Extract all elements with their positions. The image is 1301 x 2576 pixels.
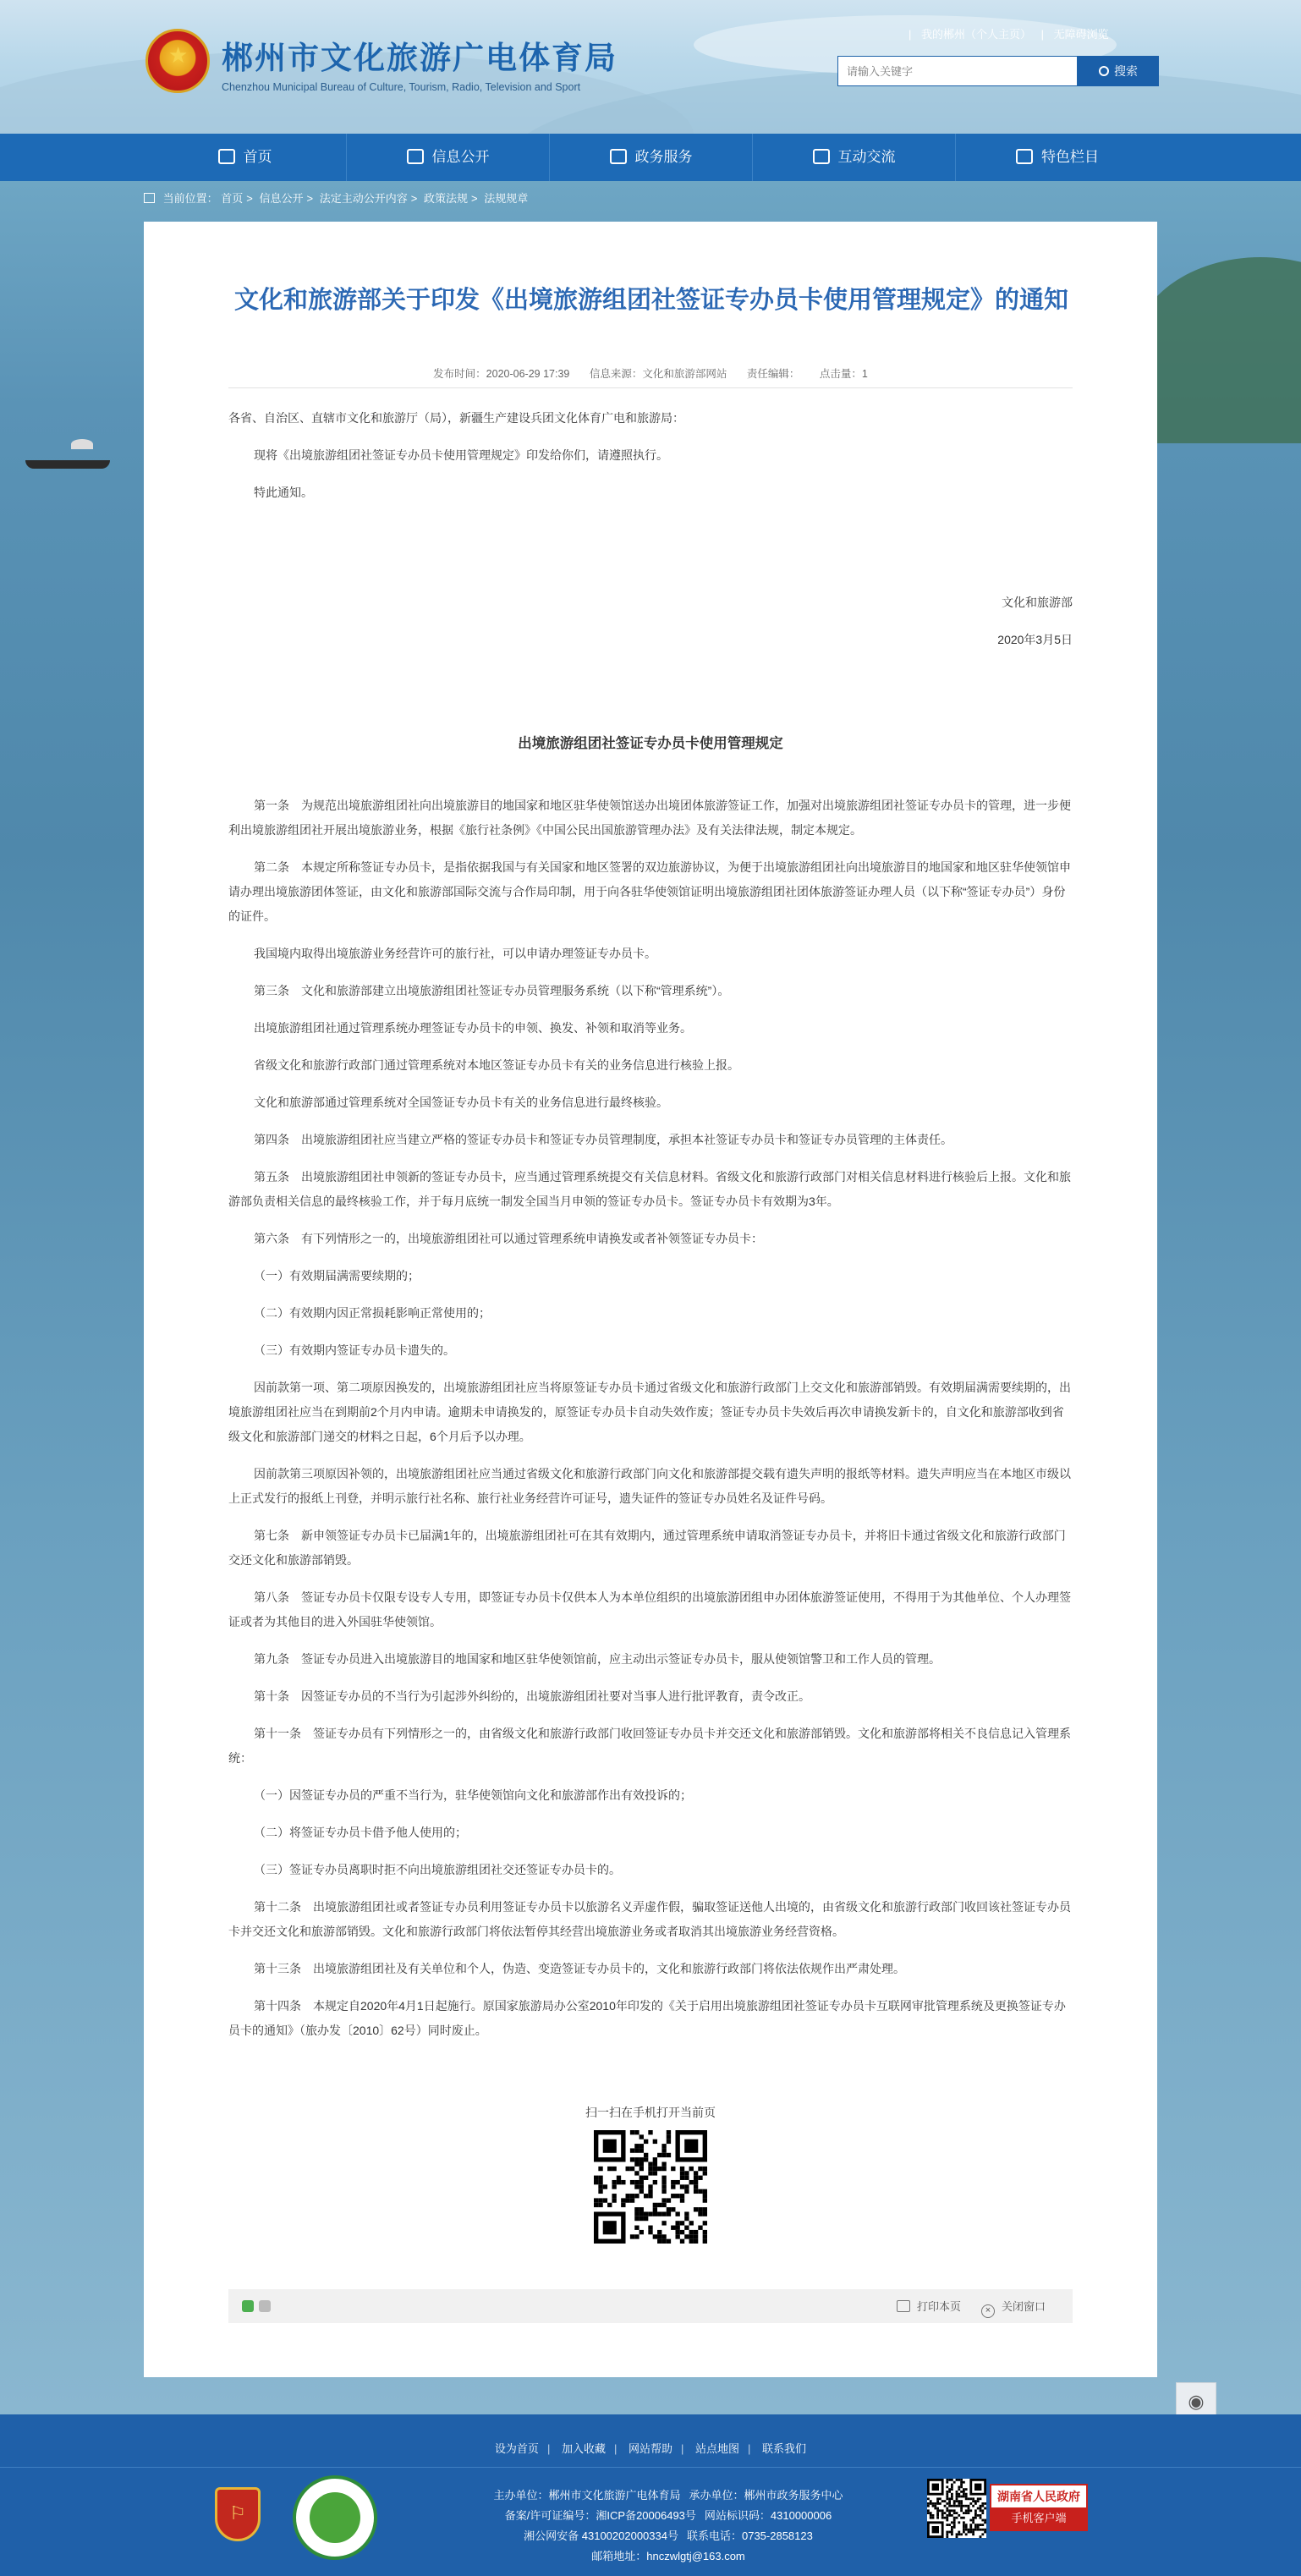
paragraph: 第八条 签证专办员卡仅限专设专人专用，即签证专办员卡仅供本人为本单位组织的出境旅游团组申办团体旅游签证使用，不得用于为其他单位、个人办理签证或者为其他目的进入外国驻华使领馆。: [228, 1590, 1071, 1629]
section-title: 出境旅游组团社签证专办员卡使用管理规定: [518, 736, 783, 751]
national-emblem-icon[interactable]: ★: [145, 29, 210, 93]
close-icon: ×: [981, 2304, 995, 2318]
breadcrumb-label: 当前位置：: [162, 192, 218, 205]
nav-label: 首页: [243, 149, 272, 165]
breadcrumb-item[interactable]: 信息公开: [259, 192, 304, 205]
paragraph: 第四条 出境旅游组团社应当建立严格的签证专办员卡和签证专办员管理制度，承担本社签证专办员卡和签证专办员管理的主体责任。: [254, 1133, 952, 1146]
footer-link-sitemap[interactable]: 站点地图: [695, 2442, 740, 2455]
article-container: [144, 222, 1157, 2377]
nav-item-interaction[interactable]: [753, 134, 956, 181]
printer-icon: [897, 2300, 910, 2312]
top-link-sep: |: [1040, 28, 1045, 41]
paragraph: 各省、自治区、直辖市文化和旅游厅（局），新疆生产建设兵团文化体育广电和旅游局：: [228, 411, 684, 425]
gov-website-seal-icon[interactable]: [293, 2475, 377, 2560]
paragraph: 特此通知。: [254, 486, 313, 499]
article-meta: [144, 365, 1157, 381]
paragraph: 第七条 新申领签证专办员卡已届满1年的，出境旅游组团社可在其有效期内，通过管理系统申请取消签证专办员卡，并将旧卡通过省级文化和旅游行政部门交还文化和旅游部销毁。: [228, 1529, 1066, 1567]
paragraph: 文化和旅游部通过管理系统对全国签证专办员卡有关的业务信息进行最终核验。: [254, 1096, 668, 1109]
print-label: 打印本页: [917, 2300, 962, 2313]
background-boat: [25, 460, 110, 469]
background-hill: [1134, 257, 1301, 443]
nav-label: 特色栏目: [1041, 149, 1099, 165]
main-nav: [0, 134, 1301, 181]
footer-info: [406, 2485, 930, 2567]
article-title: 文化和旅游部关于印发《出境旅游组团社签证专办员卡使用管理规定》的通知: [233, 285, 1068, 314]
paragraph: （一）有效期届满需要续期的；: [254, 1269, 420, 1283]
paragraph: （二）将签证专办员卡借予他人使用的；: [254, 1826, 467, 1839]
header: [0, 0, 1301, 134]
footer-sep: |: [748, 2442, 751, 2455]
chat-icon: [813, 149, 830, 164]
site-code: 网站标识码：4310000006: [704, 2509, 832, 2522]
edit-icon: [610, 149, 627, 164]
breadcrumb-item[interactable]: 首页: [221, 192, 244, 205]
article-body: [228, 406, 1073, 2056]
footer-link-contact[interactable]: 联系我们: [762, 2442, 807, 2455]
footer-sep: |: [613, 2442, 618, 2455]
breadcrumb-item[interactable]: 法规规章: [484, 192, 529, 205]
sign-date: 2020年3月5日: [997, 633, 1073, 646]
footer-sep: |: [681, 2442, 684, 2455]
organizer-unit: 承办单位：郴州市政务服务中心: [689, 2489, 843, 2502]
breadcrumb-item[interactable]: 政策法规: [423, 192, 468, 205]
paragraph: （一）因签证专办员的严重不当行为，驻华使领馆向文化和旅游部作出有效投诉的；: [254, 1788, 692, 1802]
top-link-sep: |: [909, 28, 912, 41]
party-gov-badge-icon[interactable]: ⚐: [215, 2487, 261, 2541]
paragraph: 第十三条 出境旅游组团社及有关单位和个人，伪造、变造签证专办员卡的，文化和旅游行政部门将依法依规作出严肃处理。: [254, 1962, 905, 1975]
breadcrumb-sep: >: [306, 192, 314, 205]
site-subtitle: Chenzhou Municipal Bureau of Culture, Tourism, Radio, Television and Sport: [222, 81, 581, 93]
paragraph: 第十条 因签证专办员的不当行为引起涉外纠纷的，出境旅游组团社要对当事人进行批评教育，责令改正。: [254, 1689, 810, 1703]
publish-time: 发布时间：2020-06-29 17:39: [433, 368, 570, 380]
paragraph: 现将《出境旅游组团社签证专办员卡使用管理规定》印发给你们，请遵照执行。: [254, 448, 668, 462]
qr-label: 扫一扫在手机打开当前页: [585, 2106, 716, 2119]
article-toolbar: [228, 2289, 1073, 2323]
police-record[interactable]: 湘公网安备 43100202000334号: [524, 2529, 678, 2542]
close-label: 关闭窗口: [1002, 2300, 1046, 2313]
paragraph: 第十四条 本规定自2020年4月1日起施行。原国家旅游局办公室2010年印发的《关于启用出境旅游组团社签证专办员卡互联网审批管理系统及更换签证专办员卡的通知》（旅办发〔2010〕62号）同时废止。: [228, 1999, 1066, 2037]
nav-label: 政务服务: [634, 149, 693, 165]
editor: 责任编辑：: [746, 368, 800, 380]
footer: [0, 2414, 1301, 2576]
divider: [228, 387, 1073, 388]
search-icon: [1099, 66, 1109, 76]
nav-item-home[interactable]: [144, 134, 347, 181]
print-button[interactable]: [897, 2298, 961, 2314]
paragraph: 我国境内取得出境旅游业务经营许可的旅行社，可以申请办理签证专办员卡。: [254, 947, 656, 960]
breadcrumb-sep: >: [410, 192, 418, 205]
contact-phone: 联系电话：0735-2858123: [686, 2529, 813, 2542]
home-icon: [218, 149, 235, 164]
signature: 文化和旅游部: [1002, 596, 1073, 609]
breadcrumb-sep: >: [246, 192, 253, 205]
top-link-accessibility[interactable]: 无障碍浏览: [1053, 28, 1109, 41]
hunan-gov-app-link[interactable]: [990, 2484, 1088, 2531]
paragraph: 第三条 文化和旅游部建立出境旅游组团社签证专办员管理服务系统（以下称“管理系统”）。: [254, 984, 730, 997]
hit-count: 点击量：1: [819, 368, 868, 380]
paragraph: 出境旅游组团社通过管理系统办理签证专办员卡的申领、换发、补领和取消等业务。: [254, 1021, 692, 1035]
paragraph: 第二条 本规定所称签证专办员卡，是指依据我国与有关国家和地区签署的双边旅游协议，为便于出境旅游组团社向出境旅游目的地国家和地区驻华使领馆申请办理出境旅游团体签证，由文化和旅游部国际交流与合作局印制，用于向各驻华使领馆证明出境旅游组团社团体旅游签证办理人员（以下称“签证专办员”）身份的证件。: [228, 860, 1071, 923]
gov-app-subtitle: 手机客户端: [991, 2507, 1086, 2529]
footer-sep: |: [546, 2442, 551, 2455]
paragraph: 省级文化和旅游行政部门通过管理系统对本地区签证专办员卡有关的业务信息进行核验上报。: [254, 1058, 739, 1072]
info-source: 信息来源：文化和旅游部网站: [589, 368, 727, 380]
weibo-icon[interactable]: ◉: [1176, 2382, 1216, 2423]
search-button-label: 搜索: [1114, 64, 1138, 78]
breadcrumb-item[interactable]: 法定主动公开内容: [319, 192, 408, 205]
footer-links: [0, 2440, 1301, 2456]
qr-code: [594, 2130, 707, 2244]
search-input[interactable]: [837, 56, 1078, 86]
regulation-paragraphs: [228, 794, 1073, 2043]
search-box: [837, 56, 1159, 86]
paragraph: 因前款第三项原因补领的，出境旅游组团社应当通过省级文化和旅游行政部门向文化和旅游部提交载有遗失声明的报纸等材料。遗失声明应当在本地区市级以上正式发行的报纸上刊登，并明示旅行社名称、旅行社业务经营许可证号，遗失证件的签证专办员姓名及证件号码。: [228, 1467, 1071, 1505]
layers-icon: [1016, 149, 1033, 164]
nav-label: 互动交流: [837, 149, 896, 165]
contact-email: 邮箱地址：hnczwlgtj@163.com: [591, 2550, 745, 2562]
paragraph: 第九条 签证专办员进入出境旅游目的地国家和地区驻华使领馆前，应主动出示签证专办员卡，服从使领馆警卫和工作人员的管理。: [254, 1652, 941, 1666]
paragraph: 第一条 为规范出境旅游组团社向出境旅游目的地国家和地区驻华使领馆送办出境团体旅游签证工作，加强对出境旅游组团社签证专办员卡的管理，进一步便利出境旅游组团社开展出境旅游业务，根据《旅行社条例》《中国公民出国旅游管理办法》及有关法律法规，制定本规定。: [228, 799, 1071, 837]
qzone-share-icon[interactable]: [259, 2300, 271, 2312]
divider: [0, 2467, 1301, 2468]
footer-qr-code: [927, 2479, 986, 2538]
top-link-personal-page[interactable]: 我的郴州（个人主页）: [921, 28, 1032, 41]
close-window-button[interactable]: [981, 2298, 1046, 2318]
nav-item-featured[interactable]: [956, 134, 1159, 181]
home-icon: [144, 193, 155, 203]
paragraph: 因前款第一项、第二项原因换发的，出境旅游组团社应当将原签证专办员卡通过省级文化和旅游行政部门上交文化和旅游部销毁。有效期届满需要续期的，出境旅游组团社应当在到期前2个月内申请。逾期未申请换发的，原签证专办员卡自动失效作废；签证专办员卡失效后再次申请换发新卡的，自文化和旅游部收到省级文化和旅游部门递交的材料之日起，6个月后予以办理。: [228, 1381, 1071, 1443]
footer-link-help[interactable]: 网站帮助: [628, 2442, 672, 2455]
footer-link-set-home[interactable]: 设为首页: [494, 2442, 539, 2455]
wechat-share-icon[interactable]: [242, 2300, 254, 2312]
top-links: [909, 25, 1116, 41]
paragraph: 第五条 出境旅游组团社申领新的签证专办员卡，应当通过管理系统提交有关信息材料。省级文化和旅游行政部门对相关信息材料进行核验后上报。文化和旅游部负责相关信息的最终核验工作，并于每月底统一制发全国当月申领的签证专办员卡。签证专办员卡有效期为3年。: [228, 1170, 1071, 1208]
footer-link-bookmark[interactable]: 加入收藏: [561, 2442, 606, 2455]
paragraph: 第十一条 签证专办员有下列情形之一的，由省级文化和旅游行政部门收回签证专办员卡并交还文化和旅游部销毁。文化和旅游部将相关不良信息记入管理系统：: [228, 1727, 1071, 1765]
breadcrumb-sep: >: [470, 192, 478, 205]
site-title[interactable]: 郴州市文化旅游广电体育局: [222, 39, 618, 76]
icp-number[interactable]: 备案/许可证编号：湘ICP备20006493号: [504, 2509, 696, 2522]
paragraph: （三）有效期内签证专办员卡遗失的。: [254, 1343, 455, 1357]
nav-label: 信息公开: [431, 149, 490, 165]
paragraph: （三）签证专办员离职时拒不向出境旅游组团社交还签证专办员卡的。: [254, 1863, 621, 1876]
search-button[interactable]: [1078, 56, 1159, 86]
background-umbrella: [71, 439, 93, 449]
paragraph: （二）有效期内因正常损耗影响正常使用的；: [254, 1306, 491, 1320]
nav-item-gov-services[interactable]: [550, 134, 753, 181]
nav-item-info-disclosure[interactable]: [347, 134, 550, 181]
document-icon: [407, 149, 424, 164]
paragraph: 第六条 有下列情形之一的，出境旅游组团社可以通过管理系统申请换发或者补领签证专办员卡：: [254, 1232, 763, 1245]
breadcrumb: [144, 189, 528, 206]
gov-app-title: 湖南省人民政府: [997, 2490, 1080, 2503]
host-unit: 主办单位：郴州市文化旅游广电体育局: [493, 2489, 681, 2502]
paragraph: 第十二条 出境旅游组团社或者签证专办员利用签证专办员卡以旅游名义弄虚作假，骗取签证送他人出境的，由省级文化和旅游行政部门收回该社签证专办员卡并交还文化和旅游部销毁。文化和旅游行政部门将依法暂停其经营出境旅游业务或者取消其出境旅游业务经营资格。: [228, 1900, 1071, 1938]
